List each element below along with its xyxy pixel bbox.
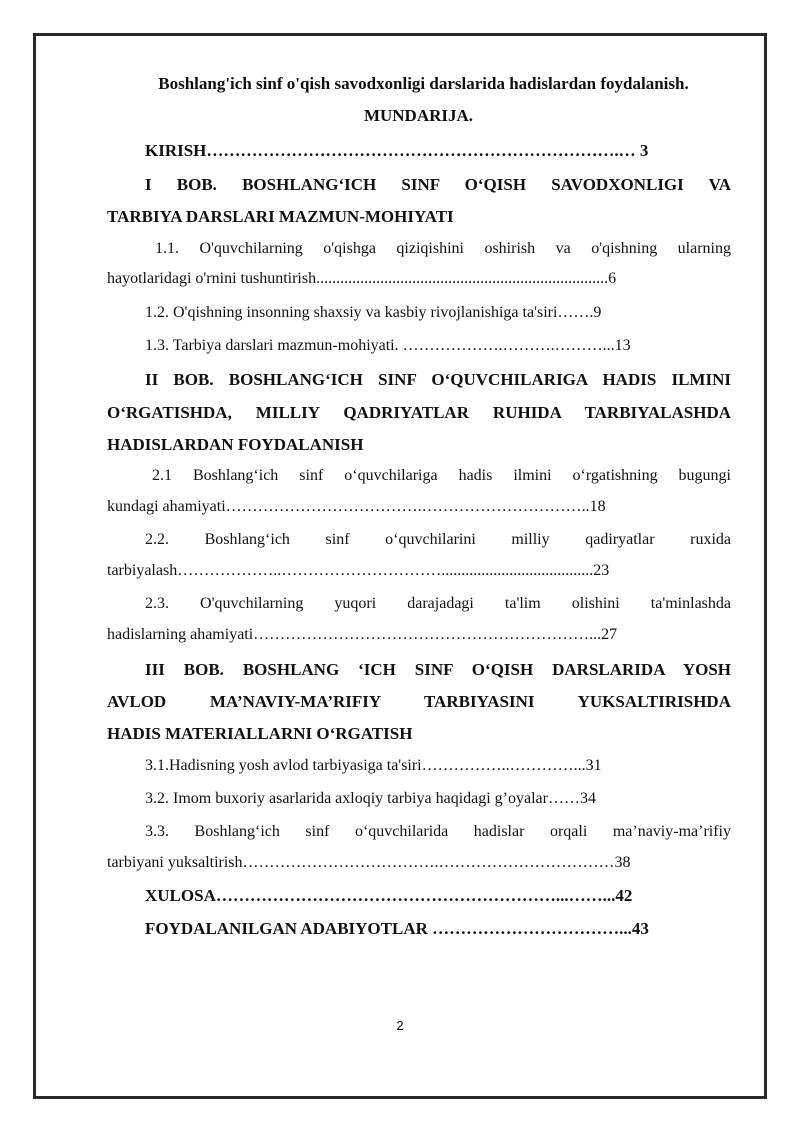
toc-section-2-2-line2[interactable]: tarbiyalash………………..…………………………......................................23 <box>107 562 610 579</box>
toc-chapter-3-line3[interactable]: HADIS MATERIALLARNI O‘RGATISH <box>107 724 413 743</box>
toc-section-2-1-line2[interactable]: kundagi ahamiyati……………………………….…………………………..18 <box>107 498 606 515</box>
toc-section-3-2[interactable]: 3.2. Imom buxoriy asarlarida axloqiy tarbiya haqidagi g’oyalar……34 <box>145 790 596 807</box>
toc-section-2-2-line1[interactable]: 2.2. Boshlang‘ich sinf o‘quvchilarini milliy qadiryatlar ruxida <box>145 531 731 548</box>
toc-heading: MUNDARIJA. <box>363 106 474 125</box>
toc-entry-xulosa[interactable]: XULOSA……………………………………………………...……...42 <box>145 886 633 905</box>
toc-section-3-3-line1[interactable]: 3.3. Boshlang‘ich sinf o‘quvchilarida hadislar orqali ma’naviy-ma’rifiy <box>145 823 731 840</box>
toc-chapter-2-line2[interactable]: O‘RGATISHDA, MILLIY QADRIYATLAR RUHIDA TARBIYALASHDA <box>107 403 731 422</box>
toc-section-1-3[interactable]: 1.3. Tarbiya darslari mazmun-mohiyati. ……………….……….………...13 <box>145 337 631 354</box>
toc-section-2-1-line1[interactable]: 2.1 Boshlang‘ich sinf o‘quvchilariga hadis ilmini o‘rgatishning bugungi <box>152 467 731 484</box>
toc-chapter-2-line1[interactable]: II BOB. BOSHLANG‘ICH SINF O‘QUVCHILARIGA HADIS ILMINI <box>145 370 731 389</box>
document-title: Boshlang'ich sinf o'qish savodxonligi darslarida hadislardan foydalanish. <box>158 74 689 93</box>
page-number: 2 <box>396 1018 404 1033</box>
toc-section-1-1-line1[interactable]: 1.1. O'quvchilarning o'qishga qiziqishini oshirish va o'qishning ularning <box>155 240 731 257</box>
toc-section-3-1[interactable]: 3.1.Hadisning yosh avlod tarbiyasiga ta'siri……………..…………...31 <box>145 757 602 774</box>
toc-chapter-3-line2[interactable]: AVLOD MA’NAVIY-MA’RIFIY TARBIYASINI YUKSALTIRISHDA <box>107 692 731 711</box>
toc-chapter-2-line3[interactable]: HADISLARDAN FOYDALANISH <box>107 435 364 454</box>
toc-section-1-2[interactable]: 1.2. O'qishning insonning shaxsiy va kasbiy rivojlanishiga ta'siri…….9 <box>145 304 602 321</box>
toc-section-3-3-line2[interactable]: tarbiyani yuksaltirish……………………………….……………………………38 <box>107 854 631 871</box>
toc-entry-adabiyotlar[interactable]: FOYDALANILGAN ADABIYOTLAR ……………………………...43 <box>145 919 649 938</box>
toc-chapter-3-line1[interactable]: III BOB. BOSHLANG ‘ICH SINF O‘QISH DARSLARIDA YOSH <box>145 660 731 679</box>
toc-chapter-1-line2[interactable]: TARBIYA DARSLARI MAZMUN-MOHIYATI <box>107 207 454 226</box>
toc-section-1-1-line2[interactable]: hayotlaridagi o'rnini tushuntirish.........................................................................6 <box>107 270 617 287</box>
toc-section-2-3-line1[interactable]: 2.3. O'quvchilarning yuqori darajadagi ta'lim olishini ta'minlashda <box>145 595 731 612</box>
toc-section-2-3-line2[interactable]: hadislarning ahamiyati………………………………………………………...27 <box>107 626 618 643</box>
toc-entry-kirish[interactable]: KIRISH……………………………………………………………….… 3 <box>145 141 649 160</box>
toc-chapter-1-line1[interactable]: I BOB. BOSHLANG‘ICH SINF O‘QISH SAVODXONLIGI VA <box>145 175 731 194</box>
